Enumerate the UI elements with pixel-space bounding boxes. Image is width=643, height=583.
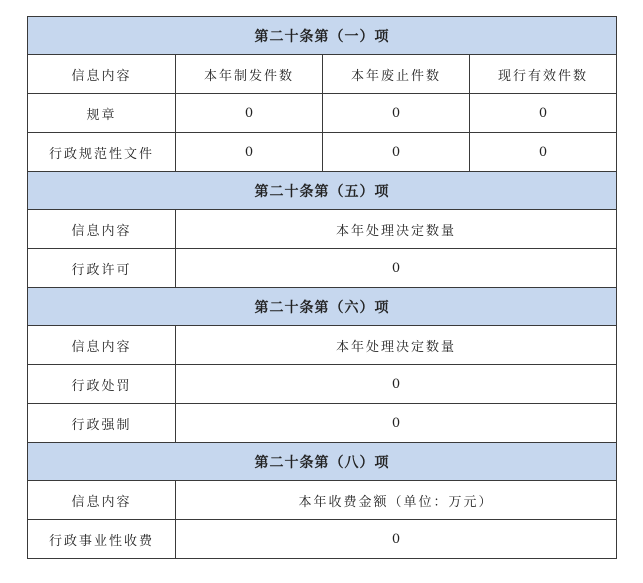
row-label: 行政强制 xyxy=(28,404,176,443)
section-title: 第二十条第（一）项 xyxy=(28,17,617,55)
cell-value: 0 xyxy=(323,133,470,172)
column-header: 本年废止件数 xyxy=(323,55,470,94)
column-header: 信息内容 xyxy=(28,481,176,520)
table-row xyxy=(28,404,617,443)
section-header xyxy=(28,172,617,210)
table-row xyxy=(28,520,617,559)
table-row xyxy=(28,133,617,172)
cell-value: 0 xyxy=(176,404,617,443)
column-header: 本年制发件数 xyxy=(176,55,323,94)
section-header xyxy=(28,17,617,55)
table-row xyxy=(28,94,617,133)
column-header-row xyxy=(28,481,617,520)
section-header xyxy=(28,288,617,326)
column-header: 现行有效件数 xyxy=(470,55,617,94)
column-header: 信息内容 xyxy=(28,55,176,94)
cell-value: 0 xyxy=(176,365,617,404)
row-label: 行政处罚 xyxy=(28,365,176,404)
table-row xyxy=(28,249,617,288)
cell-value: 0 xyxy=(176,249,617,288)
cell-value: 0 xyxy=(323,94,470,133)
section-title: 第二十条第（八）项 xyxy=(28,443,617,481)
column-header: 信息内容 xyxy=(28,326,176,365)
section-title: 第二十条第（五）项 xyxy=(28,172,617,210)
row-label: 规章 xyxy=(28,94,176,133)
disclosure-table xyxy=(27,16,617,559)
section-title: 第二十条第（六）项 xyxy=(28,288,617,326)
row-label: 行政许可 xyxy=(28,249,176,288)
column-header-row xyxy=(28,326,617,365)
column-header-row xyxy=(28,210,617,249)
column-header: 本年处理决定数量 xyxy=(176,326,617,365)
column-header: 本年收费金额（单位：万元） xyxy=(176,481,617,520)
cell-value: 0 xyxy=(176,520,617,559)
section-header xyxy=(28,443,617,481)
column-header-row xyxy=(28,55,617,94)
cell-value: 0 xyxy=(470,94,617,133)
cell-value: 0 xyxy=(176,133,323,172)
table-row xyxy=(28,365,617,404)
column-header: 本年处理决定数量 xyxy=(176,210,617,249)
column-header: 信息内容 xyxy=(28,210,176,249)
row-label: 行政规范性文件 xyxy=(28,133,176,172)
cell-value: 0 xyxy=(470,133,617,172)
cell-value: 0 xyxy=(176,94,323,133)
row-label: 行政事业性收费 xyxy=(28,520,176,559)
